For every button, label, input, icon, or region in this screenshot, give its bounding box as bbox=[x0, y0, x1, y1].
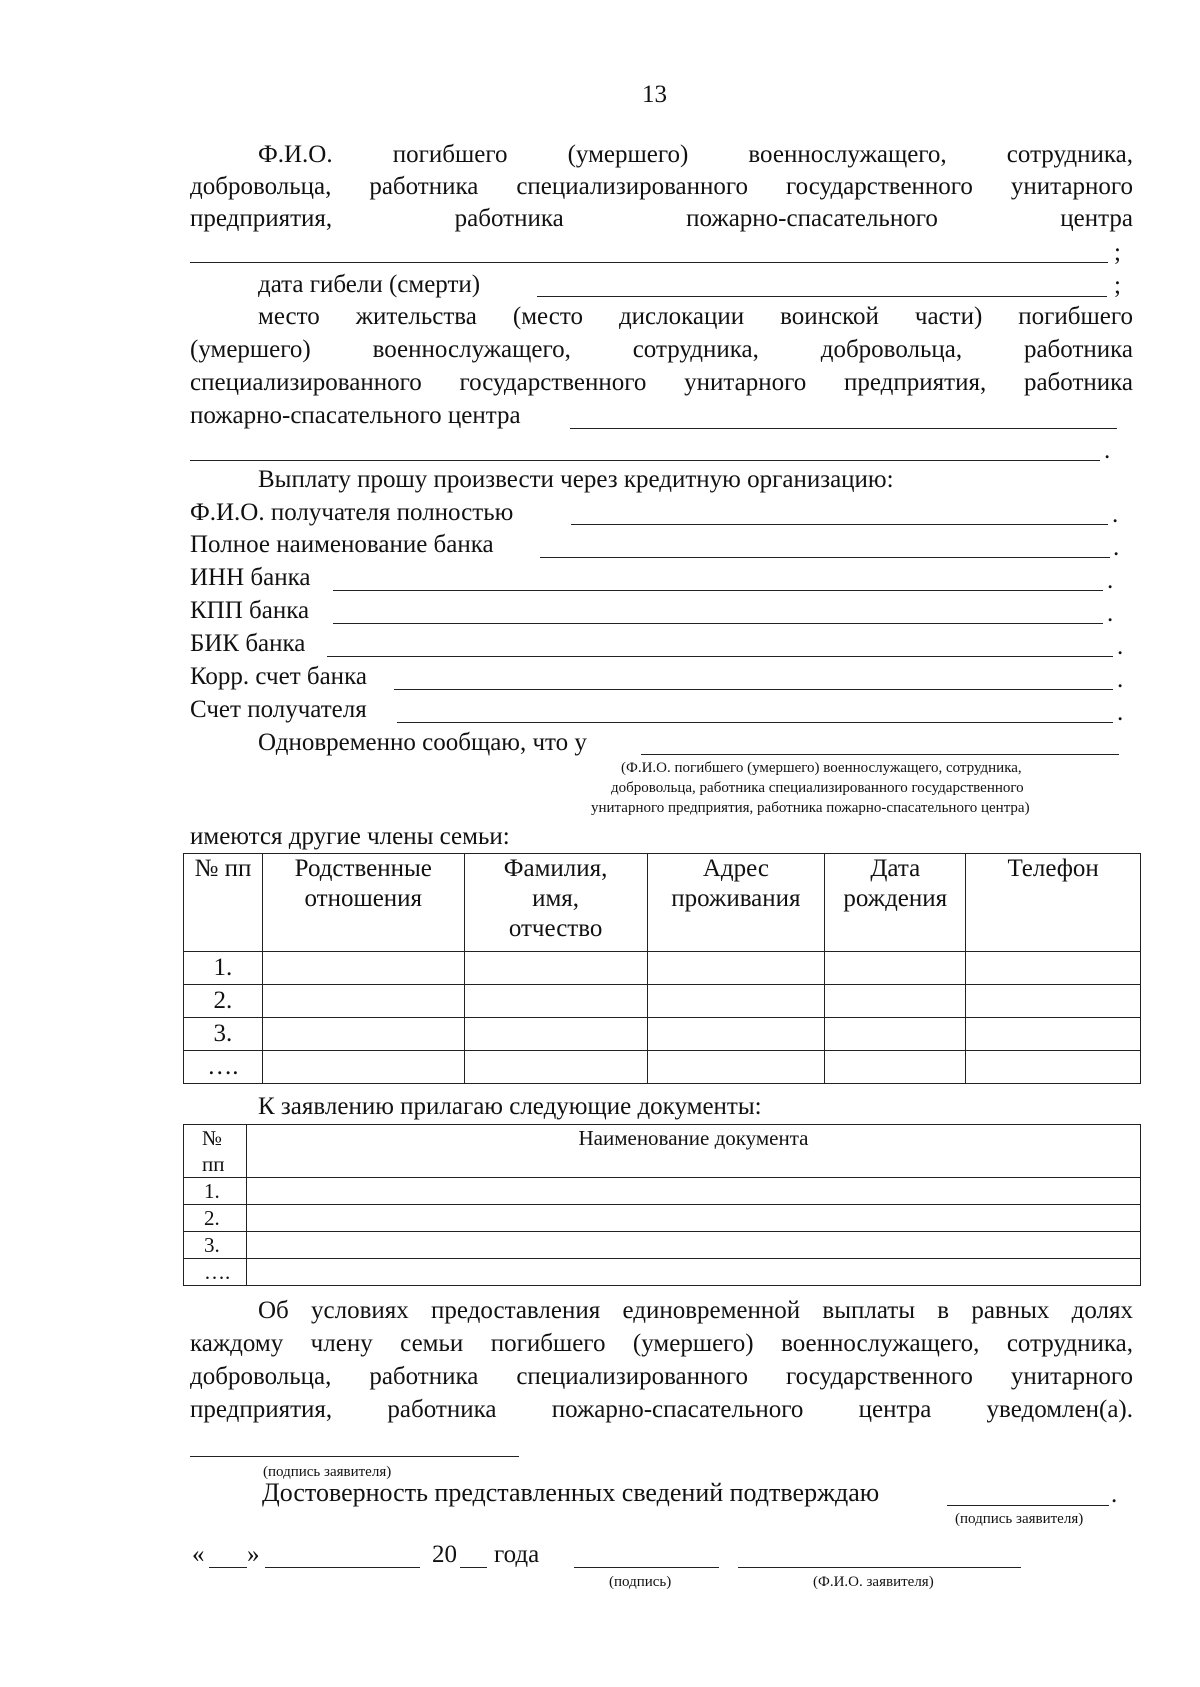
family-deceased-input-line[interactable] bbox=[641, 754, 1119, 755]
table-row bbox=[184, 1205, 1141, 1232]
conditions-line-1: Об условиях предоставления единовременной выплаты в равных долях bbox=[258, 1297, 1133, 1324]
residence-input-line-1[interactable] bbox=[570, 428, 1117, 429]
conditions-line-3: добровольца, работника специализированного государственного унитарного bbox=[190, 1363, 1133, 1390]
document-row-number: 1. bbox=[184, 1178, 247, 1205]
table-row bbox=[184, 1018, 1141, 1051]
document-cell[interactable] bbox=[246, 1259, 1140, 1286]
family-col-address: Адрес проживания bbox=[647, 854, 825, 952]
date-of-death-end: ; bbox=[1114, 272, 1121, 299]
confirmation-end: . bbox=[1111, 1481, 1118, 1508]
deceased-name-line-2: добровольца, работника специализированного государственного унитарного bbox=[190, 173, 1133, 200]
bank-kpp-label: КПП банка bbox=[190, 597, 310, 624]
family-cell[interactable] bbox=[262, 1018, 464, 1051]
table-row bbox=[184, 1178, 1141, 1205]
date-day-line[interactable] bbox=[209, 1567, 247, 1568]
family-cell[interactable] bbox=[464, 985, 647, 1018]
date-year-line[interactable] bbox=[460, 1567, 487, 1568]
family-cell[interactable] bbox=[825, 985, 966, 1018]
bank-name-end: . bbox=[1113, 534, 1120, 561]
deceased-name-line-3: предприятия, работника пожарно-спасательного центра bbox=[190, 205, 1133, 232]
date-quote-close: » bbox=[247, 1541, 260, 1568]
family-col-birthdate: Дата рождения bbox=[825, 854, 966, 952]
family-members-table bbox=[183, 853, 1141, 1084]
confirmation-signature-line[interactable] bbox=[947, 1505, 1109, 1506]
recipient-account-label: Счет получателя bbox=[190, 696, 367, 723]
document-row-number: …. bbox=[184, 1259, 247, 1286]
deceased-name-line-1: Ф.И.О. погибшего (умершего) военнослужащего, сотрудника, bbox=[258, 141, 1133, 168]
family-cell[interactable] bbox=[647, 952, 825, 985]
residence-line-2: (умершего) военнослужащего, сотрудника, добровольца, работника bbox=[190, 336, 1133, 363]
residence-end: . bbox=[1104, 437, 1111, 464]
table-row bbox=[184, 1232, 1141, 1259]
residence-line-1: место жительства (место дислокации воинской части) погибшего bbox=[258, 303, 1133, 330]
payment-intro: Выплату прошу произвести через кредитную организацию: bbox=[258, 466, 894, 493]
document-cell[interactable] bbox=[246, 1178, 1140, 1205]
applicant-signature-caption: (подпись) bbox=[609, 1574, 672, 1590]
family-cell[interactable] bbox=[647, 985, 825, 1018]
date-quote-open: « bbox=[192, 1541, 205, 1568]
family-col-relation: Родственные отношения bbox=[262, 854, 464, 952]
table-row bbox=[184, 952, 1141, 985]
document-cell[interactable] bbox=[246, 1232, 1140, 1259]
date-of-death-input-line[interactable] bbox=[537, 296, 1107, 297]
applicant-name-caption: (Ф.И.О. заявителя) bbox=[813, 1574, 934, 1590]
documents-intro: К заявлению прилагаю следующие документы: bbox=[258, 1093, 762, 1120]
corr-account-input-line[interactable] bbox=[394, 689, 1113, 690]
family-cell[interactable] bbox=[966, 952, 1141, 985]
conditions-line-4: предприятия, работника пожарно-спасательного центра уведомлен(а). bbox=[190, 1396, 1133, 1423]
corr-account-end: . bbox=[1117, 666, 1124, 693]
family-cell[interactable] bbox=[825, 952, 966, 985]
bank-bik-label: БИК банка bbox=[190, 630, 306, 657]
documents-col-number: № пп bbox=[184, 1125, 247, 1178]
recipient-name-end: . bbox=[1112, 501, 1119, 528]
recipient-account-end: . bbox=[1117, 699, 1124, 726]
date-year-prefix: 20 bbox=[432, 1541, 457, 1568]
bank-bik-input-line[interactable] bbox=[327, 656, 1113, 657]
table-row bbox=[184, 1259, 1141, 1286]
family-cell[interactable] bbox=[464, 1018, 647, 1051]
family-caption-line-2: добровольца, работника специализированного государственного bbox=[611, 780, 1024, 796]
table-row bbox=[184, 1051, 1141, 1084]
deceased-name-input-line[interactable] bbox=[190, 262, 1108, 263]
family-cell[interactable] bbox=[262, 952, 464, 985]
applicant-signature-line[interactable] bbox=[574, 1567, 719, 1568]
family-row-number: 2. bbox=[184, 985, 263, 1018]
recipient-name-input-line[interactable] bbox=[571, 524, 1108, 525]
family-cell[interactable] bbox=[262, 985, 464, 1018]
family-row-number: 1. bbox=[184, 952, 263, 985]
family-cell[interactable] bbox=[464, 952, 647, 985]
bank-name-input-line[interactable] bbox=[540, 557, 1110, 558]
date-year-word: года bbox=[494, 1541, 540, 1568]
family-col-fullname: Фамилия, имя, отчество bbox=[464, 854, 647, 952]
date-of-death-label: дата гибели (смерти) bbox=[258, 271, 481, 298]
bank-inn-label: ИНН банка bbox=[190, 564, 311, 591]
bank-name-label: Полное наименование банка bbox=[190, 531, 494, 558]
family-col-number: № пп bbox=[184, 854, 263, 952]
bank-kpp-input-line[interactable] bbox=[333, 623, 1103, 624]
bank-bik-end: . bbox=[1117, 633, 1124, 660]
deceased-name-end: ; bbox=[1114, 239, 1121, 266]
family-cell[interactable] bbox=[966, 1018, 1141, 1051]
bank-inn-end: . bbox=[1107, 567, 1114, 594]
confirmation-signature-caption: (подпись заявителя) bbox=[955, 1511, 1084, 1527]
residence-line-3: специализированного государственного унитарного предприятия, работника bbox=[190, 369, 1133, 396]
family-lead: имеются другие члены семьи: bbox=[190, 823, 510, 850]
corr-account-label: Корр. счет банка bbox=[190, 663, 367, 690]
recipient-account-input-line[interactable] bbox=[397, 722, 1113, 723]
family-cell[interactable] bbox=[647, 1051, 825, 1084]
family-cell[interactable] bbox=[262, 1051, 464, 1084]
documents-col-name: Наименование документа bbox=[246, 1125, 1140, 1178]
family-cell[interactable] bbox=[966, 985, 1141, 1018]
documents-table-header bbox=[184, 1125, 1141, 1178]
family-cell[interactable] bbox=[647, 1018, 825, 1051]
page-number: 13 bbox=[642, 81, 667, 108]
conditions-signature-caption: (подпись заявителя) bbox=[263, 1464, 392, 1480]
document-row-number: 2. bbox=[184, 1205, 247, 1232]
bank-kpp-end: . bbox=[1107, 600, 1114, 627]
residence-input-line-2[interactable] bbox=[190, 460, 1100, 461]
residence-line-4: пожарно-спасательного центра bbox=[190, 402, 521, 429]
recipient-name-label: Ф.И.О. получателя полностью bbox=[190, 499, 514, 526]
family-caption-line-3: унитарного предприятия, работника пожарно-спасательного центра) bbox=[591, 800, 1030, 816]
applicant-name-line[interactable] bbox=[738, 1567, 1021, 1568]
family-cell[interactable] bbox=[825, 1051, 966, 1084]
family-cell[interactable] bbox=[464, 1051, 647, 1084]
document-row-number: 3. bbox=[184, 1232, 247, 1259]
confirmation-text: Достоверность представленных сведений подтверждаю bbox=[262, 1478, 880, 1507]
documents-table bbox=[183, 1124, 1141, 1286]
family-caption-line-1: (Ф.И.О. погибшего (умершего) военнослужащего, сотрудника, bbox=[621, 760, 1022, 776]
table-row bbox=[184, 985, 1141, 1018]
family-col-phone: Телефон bbox=[966, 854, 1141, 952]
family-cell[interactable] bbox=[966, 1051, 1141, 1084]
family-intro: Одновременно сообщаю, что у bbox=[258, 729, 587, 756]
family-cell[interactable] bbox=[825, 1018, 966, 1051]
document-cell[interactable] bbox=[246, 1205, 1140, 1232]
family-table-header bbox=[184, 854, 1141, 952]
conditions-line-2: каждому члену семьи погибшего (умершего) военнослужащего, сотрудника, bbox=[190, 1330, 1133, 1357]
bank-inn-input-line[interactable] bbox=[333, 590, 1103, 591]
date-month-line[interactable] bbox=[265, 1567, 420, 1568]
family-row-number: …. bbox=[184, 1051, 263, 1084]
family-row-number: 3. bbox=[184, 1018, 263, 1051]
conditions-signature-line[interactable] bbox=[190, 1456, 519, 1457]
